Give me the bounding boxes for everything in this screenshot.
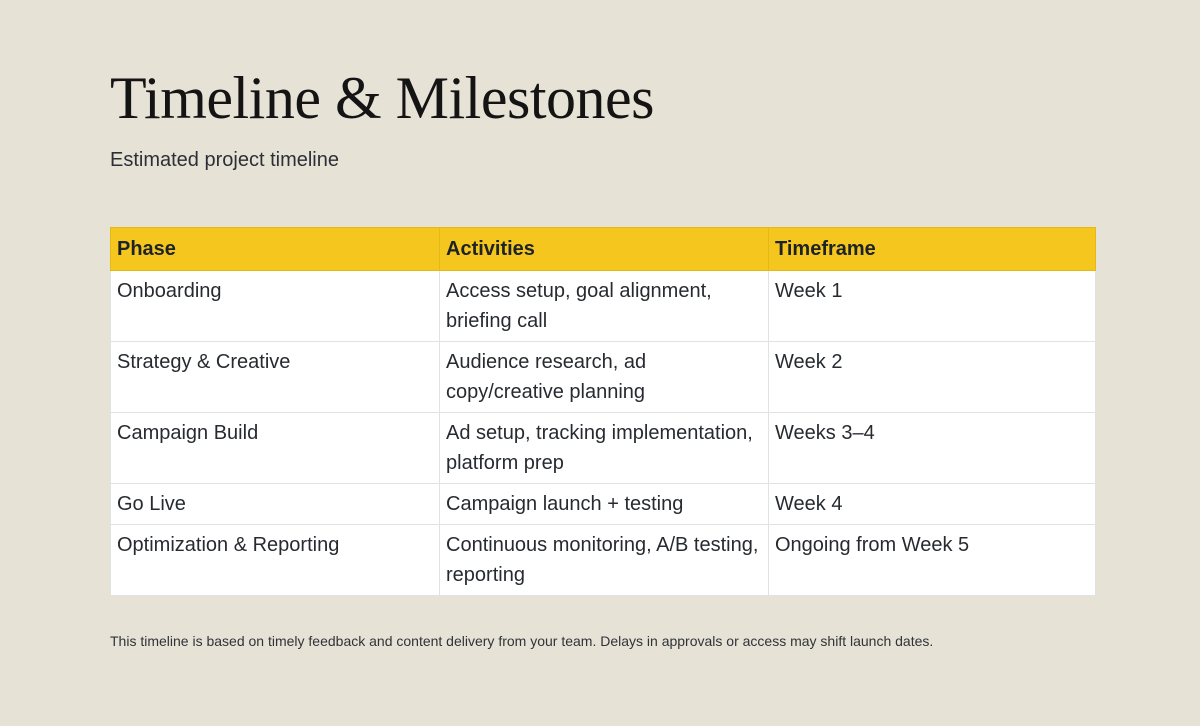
timeframe-cell: Weeks 3–4 bbox=[769, 413, 1096, 484]
phase-cell: Campaign Build bbox=[111, 413, 440, 484]
timeframe-cell: Week 1 bbox=[769, 271, 1096, 342]
timeline-table bbox=[110, 227, 1096, 596]
footnote: This timeline is based on timely feedback and content delivery from your team. Delays in approvals or access may shift launch dates. bbox=[110, 633, 934, 649]
phase-cell: Optimization & Reporting bbox=[111, 525, 440, 596]
timeframe-cell: Ongoing from Week 5 bbox=[769, 525, 1096, 596]
column-header-activities: Activities bbox=[440, 228, 769, 271]
column-header-timeframe: Timeframe bbox=[769, 228, 1096, 271]
table-row bbox=[111, 271, 1096, 342]
activities-cell: Campaign launch + testing bbox=[440, 484, 769, 525]
phase-cell: Go Live bbox=[111, 484, 440, 525]
timeframe-cell: Week 2 bbox=[769, 342, 1096, 413]
table-row bbox=[111, 484, 1096, 525]
timeframe-cell: Week 4 bbox=[769, 484, 1096, 525]
page-subtitle: Estimated project timeline bbox=[110, 149, 339, 171]
page-title: Timeline & Milestones bbox=[110, 65, 654, 131]
table-header-row bbox=[111, 228, 1096, 271]
phase-cell: Strategy & Creative bbox=[111, 342, 440, 413]
activities-cell: Audience research, ad copy/creative planning bbox=[440, 342, 769, 413]
phase-cell: Onboarding bbox=[111, 271, 440, 342]
activities-cell: Access setup, goal alignment, briefing call bbox=[440, 271, 769, 342]
table-row bbox=[111, 413, 1096, 484]
column-header-phase: Phase bbox=[111, 228, 440, 271]
table-row bbox=[111, 525, 1096, 596]
activities-cell: Ad setup, tracking implementation, platform prep bbox=[440, 413, 769, 484]
activities-cell: Continuous monitoring, A/B testing, reporting bbox=[440, 525, 769, 596]
table-row bbox=[111, 342, 1096, 413]
